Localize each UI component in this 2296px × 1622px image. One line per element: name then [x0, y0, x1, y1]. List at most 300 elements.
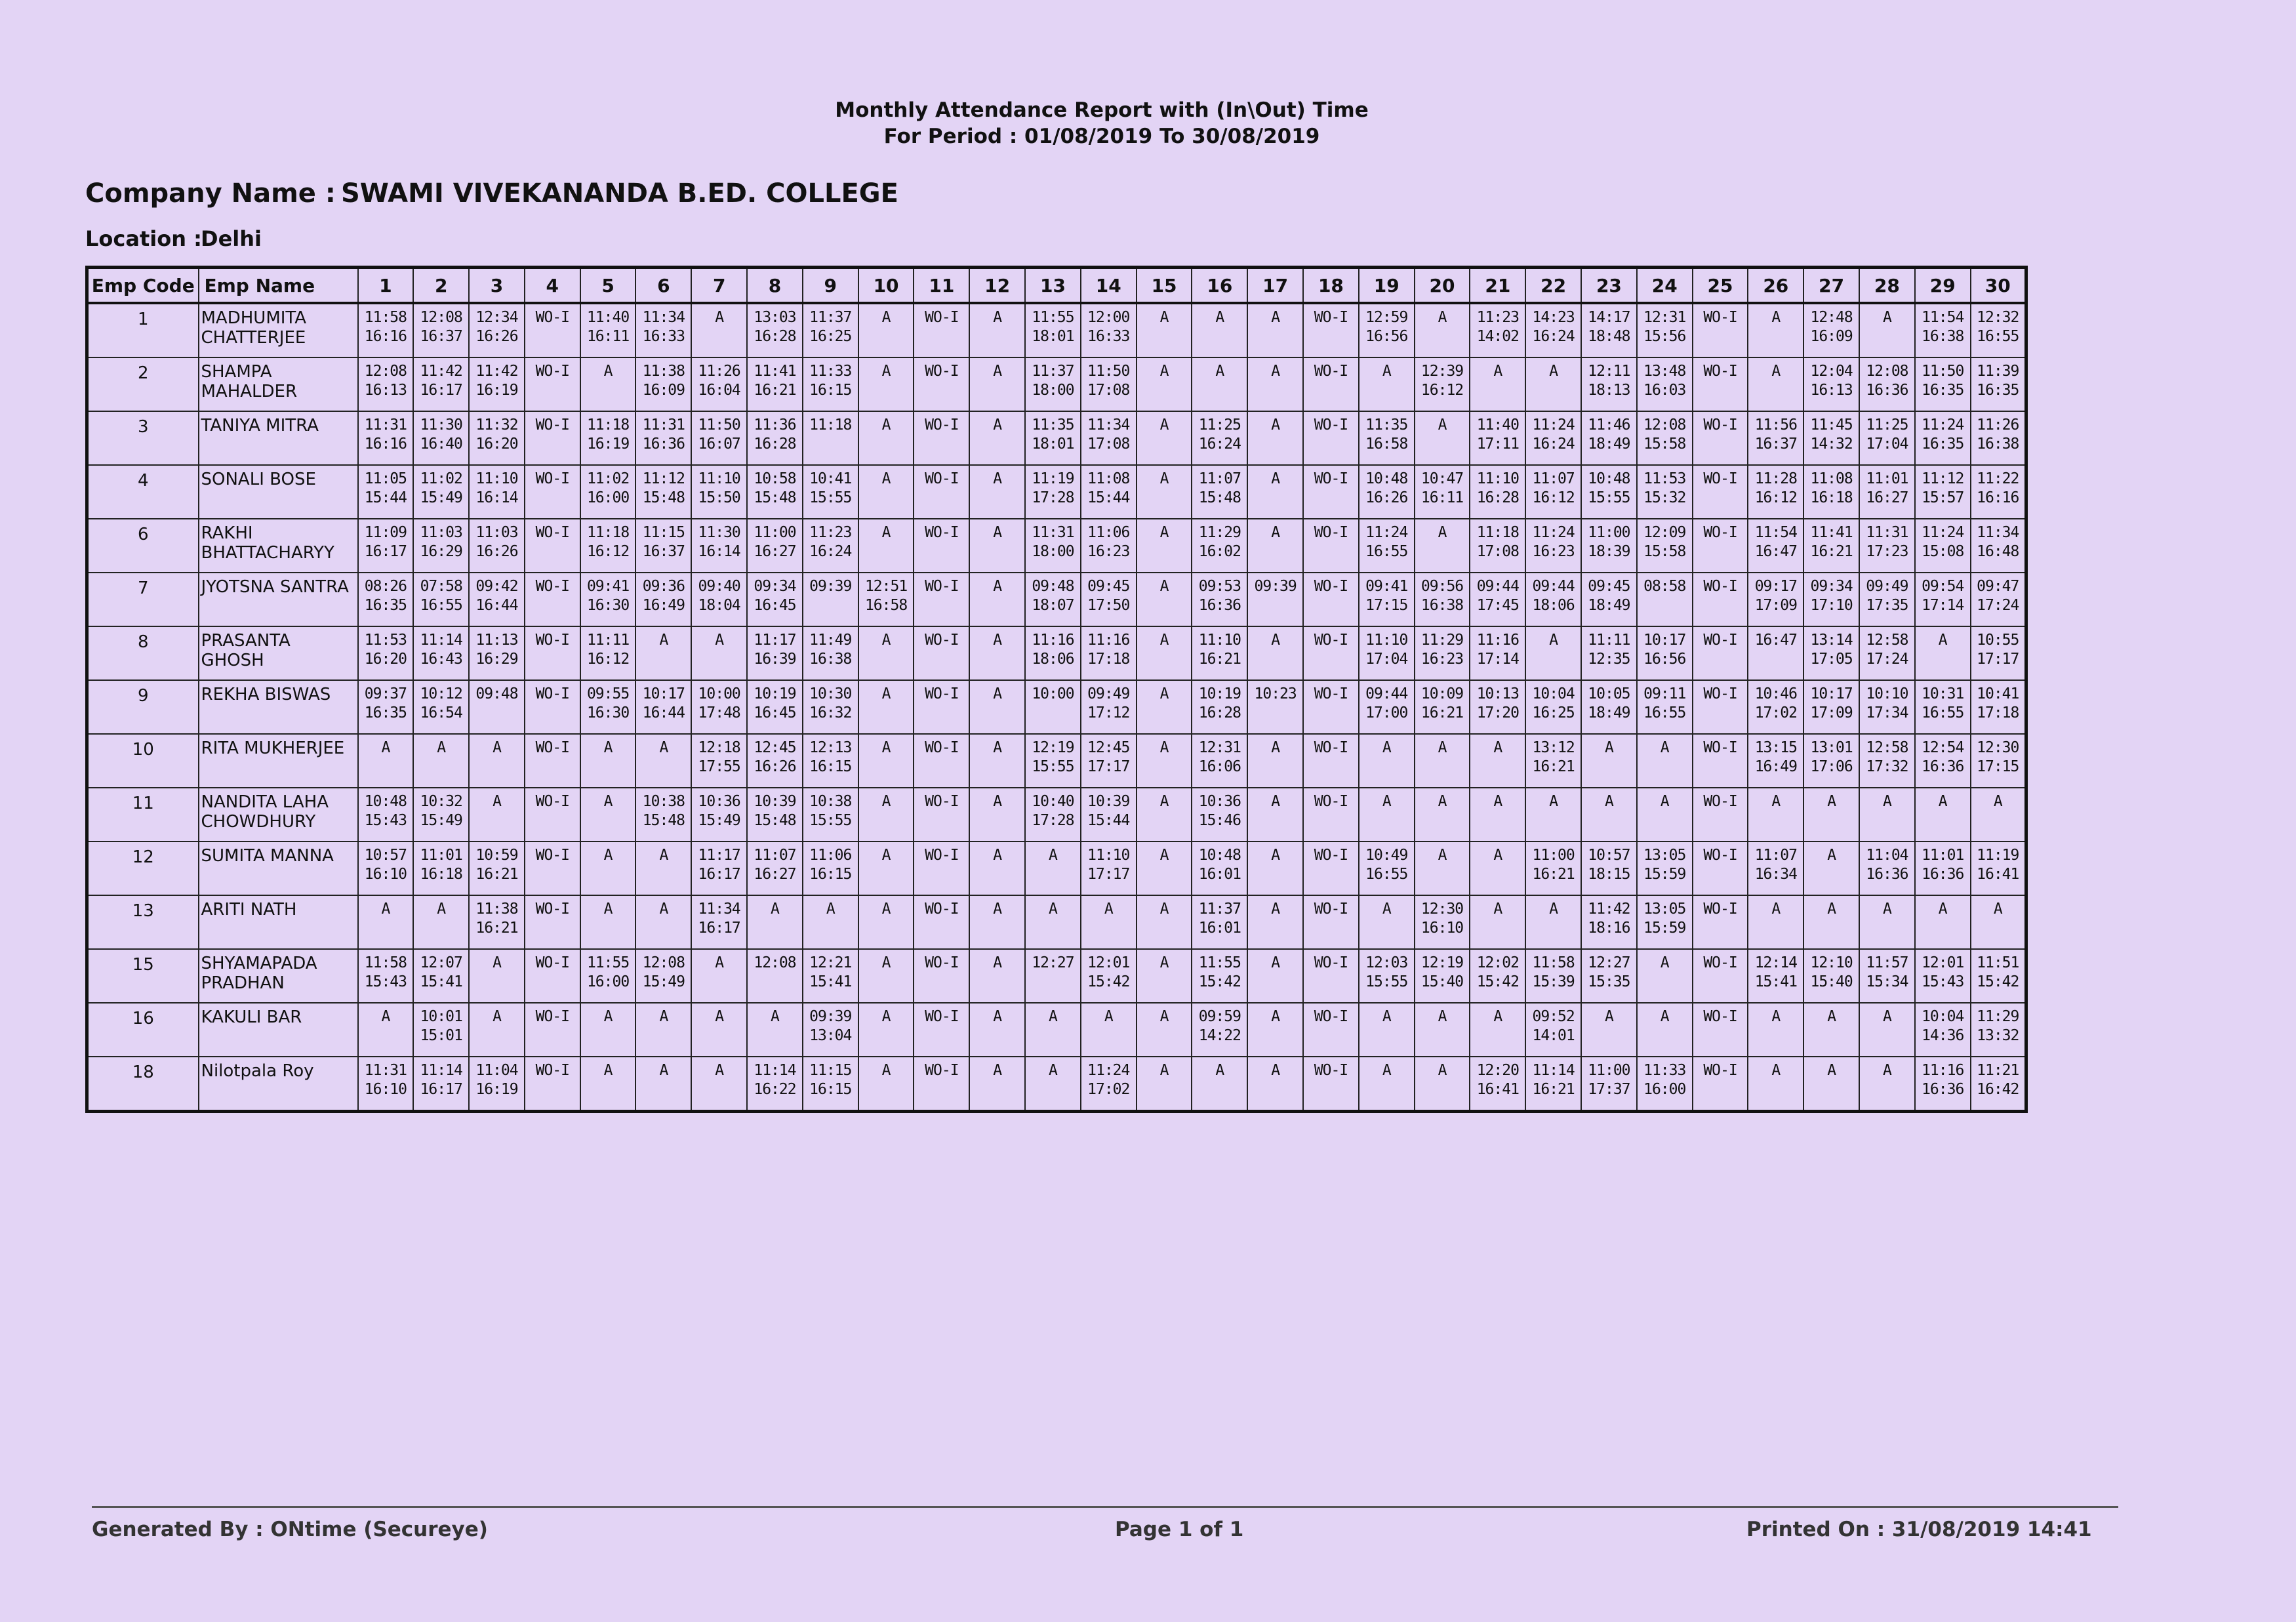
attendance-cell: WO-I: [525, 411, 580, 465]
attendance-cell: 10:04 14:36: [1915, 1003, 1971, 1057]
attendance-cell: 14:17 18:48: [1581, 303, 1637, 357]
attendance-cell: 09:48: [469, 680, 525, 734]
attendance-cell: A: [1859, 788, 1915, 841]
attendance-cell: WO-I: [1693, 841, 1748, 895]
attendance-cell: WO-I: [1303, 303, 1359, 357]
attendance-cell: A: [858, 411, 914, 465]
attendance-cell: A: [691, 949, 747, 1003]
attendance-cell: 11:29 13:32: [1971, 1003, 2026, 1057]
footer-printed-on: Printed On : 31/08/2019 14:41: [1746, 1518, 2092, 1541]
attendance-cell: 12:01 15:43: [1915, 949, 1971, 1003]
attendance-cell: WO-I: [914, 573, 969, 626]
attendance-cell: A: [858, 303, 914, 357]
attendance-cell: 11:32 16:20: [469, 411, 525, 465]
attendance-cell: WO-I: [914, 841, 969, 895]
emp-code: 2: [87, 357, 199, 411]
header-emp-code: Emp Code: [87, 268, 199, 304]
attendance-cell: 10:09 16:21: [1415, 680, 1470, 734]
attendance-cell: 12:59 16:56: [1359, 303, 1415, 357]
attendance-cell: 11:37 16:25: [803, 303, 858, 357]
table-row: [87, 895, 2026, 949]
table-row: [87, 949, 2026, 1003]
footer-generated-by: Generated By : ONtime (Secureye): [92, 1518, 488, 1541]
attendance-cell: 11:07 16:27: [747, 841, 803, 895]
attendance-cell: 10:41 15:55: [803, 465, 858, 519]
attendance-cell: 09:49 17:12: [1081, 680, 1137, 734]
emp-code: 16: [87, 1003, 199, 1057]
attendance-cell: 11:39 16:35: [1971, 357, 2026, 411]
attendance-cell: 12:58 17:24: [1859, 626, 1915, 680]
attendance-cell: 13:03 16:28: [747, 303, 803, 357]
attendance-cell: 11:05 15:44: [358, 465, 414, 519]
attendance-cell: 11:26 16:04: [691, 357, 747, 411]
attendance-cell: 11:24 16:55: [1359, 519, 1415, 573]
attendance-cell: A: [1859, 895, 1915, 949]
attendance-cell: 11:11 16:12: [580, 626, 636, 680]
attendance-cell: 10:31 16:55: [1915, 680, 1971, 734]
attendance-cell: 11:16 18:06: [1025, 626, 1081, 680]
attendance-cell: 11:34 16:17: [691, 895, 747, 949]
attendance-cell: 11:50 16:35: [1915, 357, 1971, 411]
attendance-cell: 11:04 16:36: [1859, 841, 1915, 895]
attendance-cell: A: [635, 1003, 691, 1057]
emp-code: 7: [87, 573, 199, 626]
emp-name: REKHA BISWAS: [199, 680, 358, 734]
attendance-cell: A: [1859, 1057, 1915, 1112]
header-day: 13: [1025, 268, 1081, 304]
attendance-cell: 11:31 18:00: [1025, 519, 1081, 573]
attendance-cell: 11:10 17:17: [1081, 841, 1137, 895]
attendance-cell: 09:42 16:44: [469, 573, 525, 626]
attendance-cell: 11:07 15:48: [1192, 465, 1247, 519]
attendance-cell: A: [1137, 573, 1192, 626]
attendance-cell: A: [1247, 895, 1303, 949]
header-day: 19: [1359, 268, 1415, 304]
attendance-cell: 11:10 15:50: [691, 465, 747, 519]
attendance-cell: 10:48 15:43: [358, 788, 414, 841]
emp-name: Nilotpala Roy: [199, 1057, 358, 1112]
attendance-cell: WO-I: [525, 788, 580, 841]
emp-code: 18: [87, 1057, 199, 1112]
attendance-cell: 12:10 15:40: [1803, 949, 1859, 1003]
attendance-cell: 10:19 16:45: [747, 680, 803, 734]
attendance-cell: WO-I: [1693, 734, 1748, 788]
attendance-cell: A: [858, 895, 914, 949]
attendance-cell: A: [969, 949, 1025, 1003]
attendance-cell: 09:44 18:06: [1525, 573, 1581, 626]
attendance-cell: WO-I: [1303, 680, 1359, 734]
attendance-cell: A: [1081, 1003, 1137, 1057]
attendance-cell: 10:57 18:15: [1581, 841, 1637, 895]
attendance-cell: A: [1915, 788, 1971, 841]
attendance-cell: A: [1247, 519, 1303, 573]
attendance-cell: WO-I: [525, 895, 580, 949]
attendance-cell: 14:23 16:24: [1525, 303, 1581, 357]
attendance-cell: WO-I: [1303, 734, 1359, 788]
attendance-cell: 11:42 16:17: [413, 357, 469, 411]
attendance-cell: A: [413, 895, 469, 949]
attendance-cell: 11:18 16:19: [580, 411, 636, 465]
emp-code: 1: [87, 303, 199, 357]
attendance-cell: A: [469, 1003, 525, 1057]
attendance-cell: 11:01 16:27: [1859, 465, 1915, 519]
attendance-cell: 12:13 16:15: [803, 734, 858, 788]
attendance-cell: A: [1025, 1003, 1081, 1057]
attendance-cell: 11:10 16:21: [1192, 626, 1247, 680]
attendance-cell: 11:53 15:32: [1637, 465, 1693, 519]
attendance-cell: 11:24 17:02: [1081, 1057, 1137, 1112]
attendance-cell: WO-I: [1693, 788, 1748, 841]
attendance-cell: WO-I: [914, 1003, 969, 1057]
location-name: Delhi: [201, 226, 262, 251]
attendance-cell: 11:42 16:19: [469, 357, 525, 411]
attendance-cell: 09:37 16:35: [358, 680, 414, 734]
attendance-cell: 13:14 17:05: [1803, 626, 1859, 680]
emp-code: 8: [87, 626, 199, 680]
table-row: [87, 841, 2026, 895]
attendance-cell: A: [803, 895, 858, 949]
attendance-cell: WO-I: [1303, 411, 1359, 465]
attendance-cell: 12:07 15:41: [413, 949, 469, 1003]
attendance-cell: 11:21 16:42: [1971, 1057, 2026, 1112]
emp-code: 10: [87, 734, 199, 788]
attendance-cell: 10:41 17:18: [1971, 680, 2026, 734]
attendance-cell: 11:18 17:08: [1470, 519, 1525, 573]
attendance-cell: A: [1803, 1057, 1859, 1112]
attendance-cell: A: [1470, 841, 1525, 895]
attendance-cell: A: [969, 1057, 1025, 1112]
attendance-cell: A: [1803, 841, 1859, 895]
attendance-cell: 11:41 16:21: [1803, 519, 1859, 573]
attendance-cell: A: [1247, 1003, 1303, 1057]
emp-code: 11: [87, 788, 199, 841]
attendance-cell: 12:45 17:17: [1081, 734, 1137, 788]
attendance-cell: 11:29 16:23: [1415, 626, 1470, 680]
attendance-cell: A: [858, 841, 914, 895]
attendance-cell: 11:31 16:16: [358, 411, 414, 465]
attendance-cell: 09:34 16:45: [747, 573, 803, 626]
attendance-cell: 09:41 16:30: [580, 573, 636, 626]
attendance-cell: A: [1859, 303, 1915, 357]
attendance-cell: WO-I: [1303, 519, 1359, 573]
attendance-cell: A: [1359, 734, 1415, 788]
attendance-cell: A: [1415, 788, 1470, 841]
attendance-cell: 11:14 16:17: [413, 1057, 469, 1112]
attendance-cell: A: [1137, 357, 1192, 411]
attendance-cell: 11:31 17:23: [1859, 519, 1915, 573]
attendance-cell: A: [358, 1003, 414, 1057]
attendance-cell: A: [1525, 626, 1581, 680]
attendance-cell: 09:45 17:50: [1081, 573, 1137, 626]
attendance-cell: 09:47 17:24: [1971, 573, 2026, 626]
attendance-cell: 11:29 16:02: [1192, 519, 1247, 573]
attendance-cell: WO-I: [1303, 949, 1359, 1003]
attendance-cell: 12:31 16:06: [1192, 734, 1247, 788]
attendance-cell: A: [1359, 1003, 1415, 1057]
attendance-cell: WO-I: [1303, 1003, 1359, 1057]
attendance-cell: 11:10 17:04: [1359, 626, 1415, 680]
attendance-cell: 11:55 16:00: [580, 949, 636, 1003]
attendance-cell: A: [1247, 357, 1303, 411]
table-row: [87, 734, 2026, 788]
attendance-cell: WO-I: [1303, 895, 1359, 949]
attendance-cell: 11:23 14:02: [1470, 303, 1525, 357]
attendance-cell: 11:00 16:21: [1525, 841, 1581, 895]
attendance-cell: A: [1137, 734, 1192, 788]
attendance-cell: 13:15 16:49: [1748, 734, 1803, 788]
report-period: For Period : 01/08/2019 To 30/08/2019: [883, 125, 1320, 148]
attendance-cell: 12:32 16:55: [1971, 303, 2026, 357]
attendance-cell: A: [1525, 357, 1581, 411]
attendance-cell: 09:56 16:38: [1415, 573, 1470, 626]
emp-code: 3: [87, 411, 199, 465]
emp-name: NANDITA LAHA CHOWDHURY: [199, 788, 358, 841]
attendance-cell: 10:47 16:11: [1415, 465, 1470, 519]
attendance-cell: 11:55 18:01: [1025, 303, 1081, 357]
attendance-cell: A: [469, 788, 525, 841]
attendance-cell: WO-I: [1693, 357, 1748, 411]
attendance-cell: 11:08 16:18: [1803, 465, 1859, 519]
attendance-cell: 12:34 16:26: [469, 303, 525, 357]
header-day: 26: [1748, 268, 1803, 304]
attendance-cell: 11:11 12:35: [1581, 626, 1637, 680]
attendance-cell: 11:33 16:00: [1637, 1057, 1693, 1112]
attendance-cell: 12:11 18:13: [1581, 357, 1637, 411]
attendance-cell: A: [747, 1003, 803, 1057]
attendance-cell: A: [1359, 357, 1415, 411]
attendance-cell: 12:27 15:35: [1581, 949, 1637, 1003]
header-day: 12: [969, 268, 1025, 304]
attendance-cell: A: [469, 734, 525, 788]
attendance-cell: A: [1137, 626, 1192, 680]
attendance-cell: 12:00 16:33: [1081, 303, 1137, 357]
attendance-cell: 11:51 15:42: [1971, 949, 2026, 1003]
attendance-cell: 12:39 16:12: [1415, 357, 1470, 411]
attendance-cell: 10:30 16:32: [803, 680, 858, 734]
attendance-cell: A: [969, 680, 1025, 734]
attendance-cell: 13:48 16:03: [1637, 357, 1693, 411]
report-title: Monthly Attendance Report with (In\Out) Time: [835, 98, 1369, 122]
attendance-cell: 11:34 16:33: [635, 303, 691, 357]
header-day: 17: [1247, 268, 1303, 304]
attendance-cell: 11:38 16:21: [469, 895, 525, 949]
header-day: 25: [1693, 268, 1748, 304]
attendance-cell: A: [1915, 895, 1971, 949]
attendance-cell: 11:35 18:01: [1025, 411, 1081, 465]
attendance-cell: A: [580, 788, 636, 841]
attendance-cell: 11:34 17:08: [1081, 411, 1137, 465]
attendance-cell: 11:50 16:07: [691, 411, 747, 465]
attendance-cell: A: [1748, 1057, 1803, 1112]
attendance-cell: WO-I: [1303, 465, 1359, 519]
attendance-cell: 12:30 16:10: [1415, 895, 1470, 949]
attendance-cell: 11:31 16:10: [358, 1057, 414, 1112]
attendance-cell: 11:24 16:35: [1915, 411, 1971, 465]
attendance-cell: 11:55 15:42: [1192, 949, 1247, 1003]
attendance-cell: 11:38 16:09: [635, 357, 691, 411]
attendance-cell: WO-I: [1693, 1057, 1748, 1112]
attendance-cell: A: [1803, 895, 1859, 949]
attendance-cell: A: [1247, 1057, 1303, 1112]
attendance-cell: A: [635, 626, 691, 680]
attendance-cell: WO-I: [914, 895, 969, 949]
header-day: 24: [1637, 268, 1693, 304]
attendance-cell: 11:18: [803, 411, 858, 465]
attendance-cell: WO-I: [525, 1057, 580, 1112]
attendance-cell: A: [1137, 895, 1192, 949]
attendance-cell: 09:34 17:10: [1803, 573, 1859, 626]
attendance-cell: 09:54 17:14: [1915, 573, 1971, 626]
attendance-cell: 11:25 17:04: [1859, 411, 1915, 465]
attendance-cell: A: [1637, 949, 1693, 1003]
attendance-cell: 11:40 17:11: [1470, 411, 1525, 465]
attendance-cell: A: [1637, 1003, 1693, 1057]
header-day: 2: [413, 268, 469, 304]
attendance-cell: WO-I: [914, 680, 969, 734]
attendance-cell: 10:55 17:17: [1971, 626, 2026, 680]
attendance-cell: A: [858, 680, 914, 734]
attendance-cell: 12:02 15:42: [1470, 949, 1525, 1003]
attendance-cell: A: [1137, 1003, 1192, 1057]
attendance-cell: WO-I: [1693, 465, 1748, 519]
attendance-cell: WO-I: [1303, 841, 1359, 895]
attendance-cell: 12:08 16:13: [358, 357, 414, 411]
attendance-cell: WO-I: [525, 949, 580, 1003]
attendance-cell: A: [358, 734, 414, 788]
attendance-cell: A: [635, 841, 691, 895]
attendance-cell: 11:54 16:38: [1915, 303, 1971, 357]
attendance-cell: WO-I: [1693, 519, 1748, 573]
header-day: 11: [914, 268, 969, 304]
attendance-cell: 10:36 15:49: [691, 788, 747, 841]
header-day: 29: [1915, 268, 1971, 304]
attendance-cell: WO-I: [1693, 303, 1748, 357]
attendance-cell: 12:21 15:41: [803, 949, 858, 1003]
attendance-cell: WO-I: [525, 357, 580, 411]
attendance-cell: 11:58 15:43: [358, 949, 414, 1003]
attendance-cell: A: [969, 465, 1025, 519]
report-title-block: [0, 97, 2204, 150]
attendance-cell: A: [858, 949, 914, 1003]
attendance-cell: 11:00 16:27: [747, 519, 803, 573]
attendance-cell: A: [1025, 895, 1081, 949]
attendance-cell: 11:01 16:36: [1915, 841, 1971, 895]
attendance-cell: 09:53 16:36: [1192, 573, 1247, 626]
attendance-table: [85, 266, 2028, 1113]
attendance-cell: A: [1137, 411, 1192, 465]
attendance-cell: WO-I: [914, 357, 969, 411]
attendance-cell: A: [1137, 841, 1192, 895]
attendance-cell: A: [1915, 626, 1971, 680]
attendance-cell: 11:56 16:37: [1748, 411, 1803, 465]
attendance-cell: 11:17 16:39: [747, 626, 803, 680]
attendance-cell: 10:38 15:55: [803, 788, 858, 841]
attendance-cell: A: [1637, 734, 1693, 788]
attendance-cell: A: [858, 788, 914, 841]
attendance-cell: 10:48 15:55: [1581, 465, 1637, 519]
attendance-cell: A: [1137, 1057, 1192, 1112]
attendance-cell: 09:40 18:04: [691, 573, 747, 626]
attendance-cell: 11:22 16:16: [1971, 465, 2026, 519]
attendance-cell: 10:48 16:26: [1359, 465, 1415, 519]
attendance-cell: 10:17 17:09: [1803, 680, 1859, 734]
attendance-cell: 12:03 15:55: [1359, 949, 1415, 1003]
attendance-cell: A: [969, 1003, 1025, 1057]
attendance-cell: WO-I: [914, 949, 969, 1003]
attendance-cell: WO-I: [525, 303, 580, 357]
attendance-cell: 12:51 16:58: [858, 573, 914, 626]
attendance-cell: A: [1415, 734, 1470, 788]
attendance-cell: A: [1359, 1057, 1415, 1112]
attendance-cell: WO-I: [1303, 357, 1359, 411]
attendance-cell: 11:15 16:15: [803, 1057, 858, 1112]
attendance-cell: 09:48 18:07: [1025, 573, 1081, 626]
attendance-cell: 10:13 17:20: [1470, 680, 1525, 734]
company-line: [85, 178, 898, 209]
attendance-cell: A: [635, 734, 691, 788]
attendance-cell: 11:46 18:49: [1581, 411, 1637, 465]
attendance-cell: 10:32 15:49: [413, 788, 469, 841]
attendance-cell: 09:41 17:15: [1359, 573, 1415, 626]
attendance-cell: 10:17 16:56: [1637, 626, 1693, 680]
attendance-cell: 11:53 16:20: [358, 626, 414, 680]
header-day: 22: [1525, 268, 1581, 304]
attendance-cell: A: [635, 895, 691, 949]
attendance-cell: A: [1247, 465, 1303, 519]
attendance-cell: 11:14 16:21: [1525, 1057, 1581, 1112]
attendance-cell: A: [1581, 1003, 1637, 1057]
attendance-cell: A: [1192, 1057, 1247, 1112]
attendance-cell: 11:54 16:47: [1748, 519, 1803, 573]
attendance-cell: 10:00 17:48: [691, 680, 747, 734]
emp-name: SHYAMAPADA PRADHAN: [199, 949, 358, 1003]
attendance-cell: 11:58 16:16: [358, 303, 414, 357]
location-label: Location :: [85, 226, 202, 251]
attendance-cell: 11:10 16:28: [1470, 465, 1525, 519]
attendance-cell: A: [969, 303, 1025, 357]
attendance-cell: 10:17 16:44: [635, 680, 691, 734]
emp-code: 4: [87, 465, 199, 519]
attendance-cell: 11:30 16:14: [691, 519, 747, 573]
attendance-cell: 11:15 16:37: [635, 519, 691, 573]
header-day: 10: [858, 268, 914, 304]
attendance-cell: A: [1247, 788, 1303, 841]
attendance-cell: 11:18 16:12: [580, 519, 636, 573]
attendance-cell: A: [969, 519, 1025, 573]
attendance-cell: 11:24 16:24: [1525, 411, 1581, 465]
attendance-cell: A: [1415, 411, 1470, 465]
attendance-cell: WO-I: [1693, 895, 1748, 949]
attendance-cell: 11:45 14:32: [1803, 411, 1859, 465]
attendance-cell: A: [358, 895, 414, 949]
attendance-cell: 11:40 16:11: [580, 303, 636, 357]
emp-name: MADHUMITA CHATTERJEE: [199, 303, 358, 357]
header-day: 23: [1581, 268, 1637, 304]
attendance-cell: WO-I: [525, 734, 580, 788]
attendance-cell: 11:34 16:48: [1971, 519, 2026, 573]
attendance-cell: 11:57 15:34: [1859, 949, 1915, 1003]
attendance-cell: 12:54 16:36: [1915, 734, 1971, 788]
attendance-cell: 16:47: [1748, 626, 1803, 680]
header-day: 30: [1971, 268, 2026, 304]
attendance-cell: 08:26 16:35: [358, 573, 414, 626]
attendance-cell: 11:42 18:16: [1581, 895, 1637, 949]
attendance-cell: 11:24 15:08: [1915, 519, 1971, 573]
attendance-cell: WO-I: [1693, 949, 1748, 1003]
emp-name: SHAMPA MAHALDER: [199, 357, 358, 411]
attendance-cell: A: [1415, 1057, 1470, 1112]
attendance-cell: A: [969, 573, 1025, 626]
